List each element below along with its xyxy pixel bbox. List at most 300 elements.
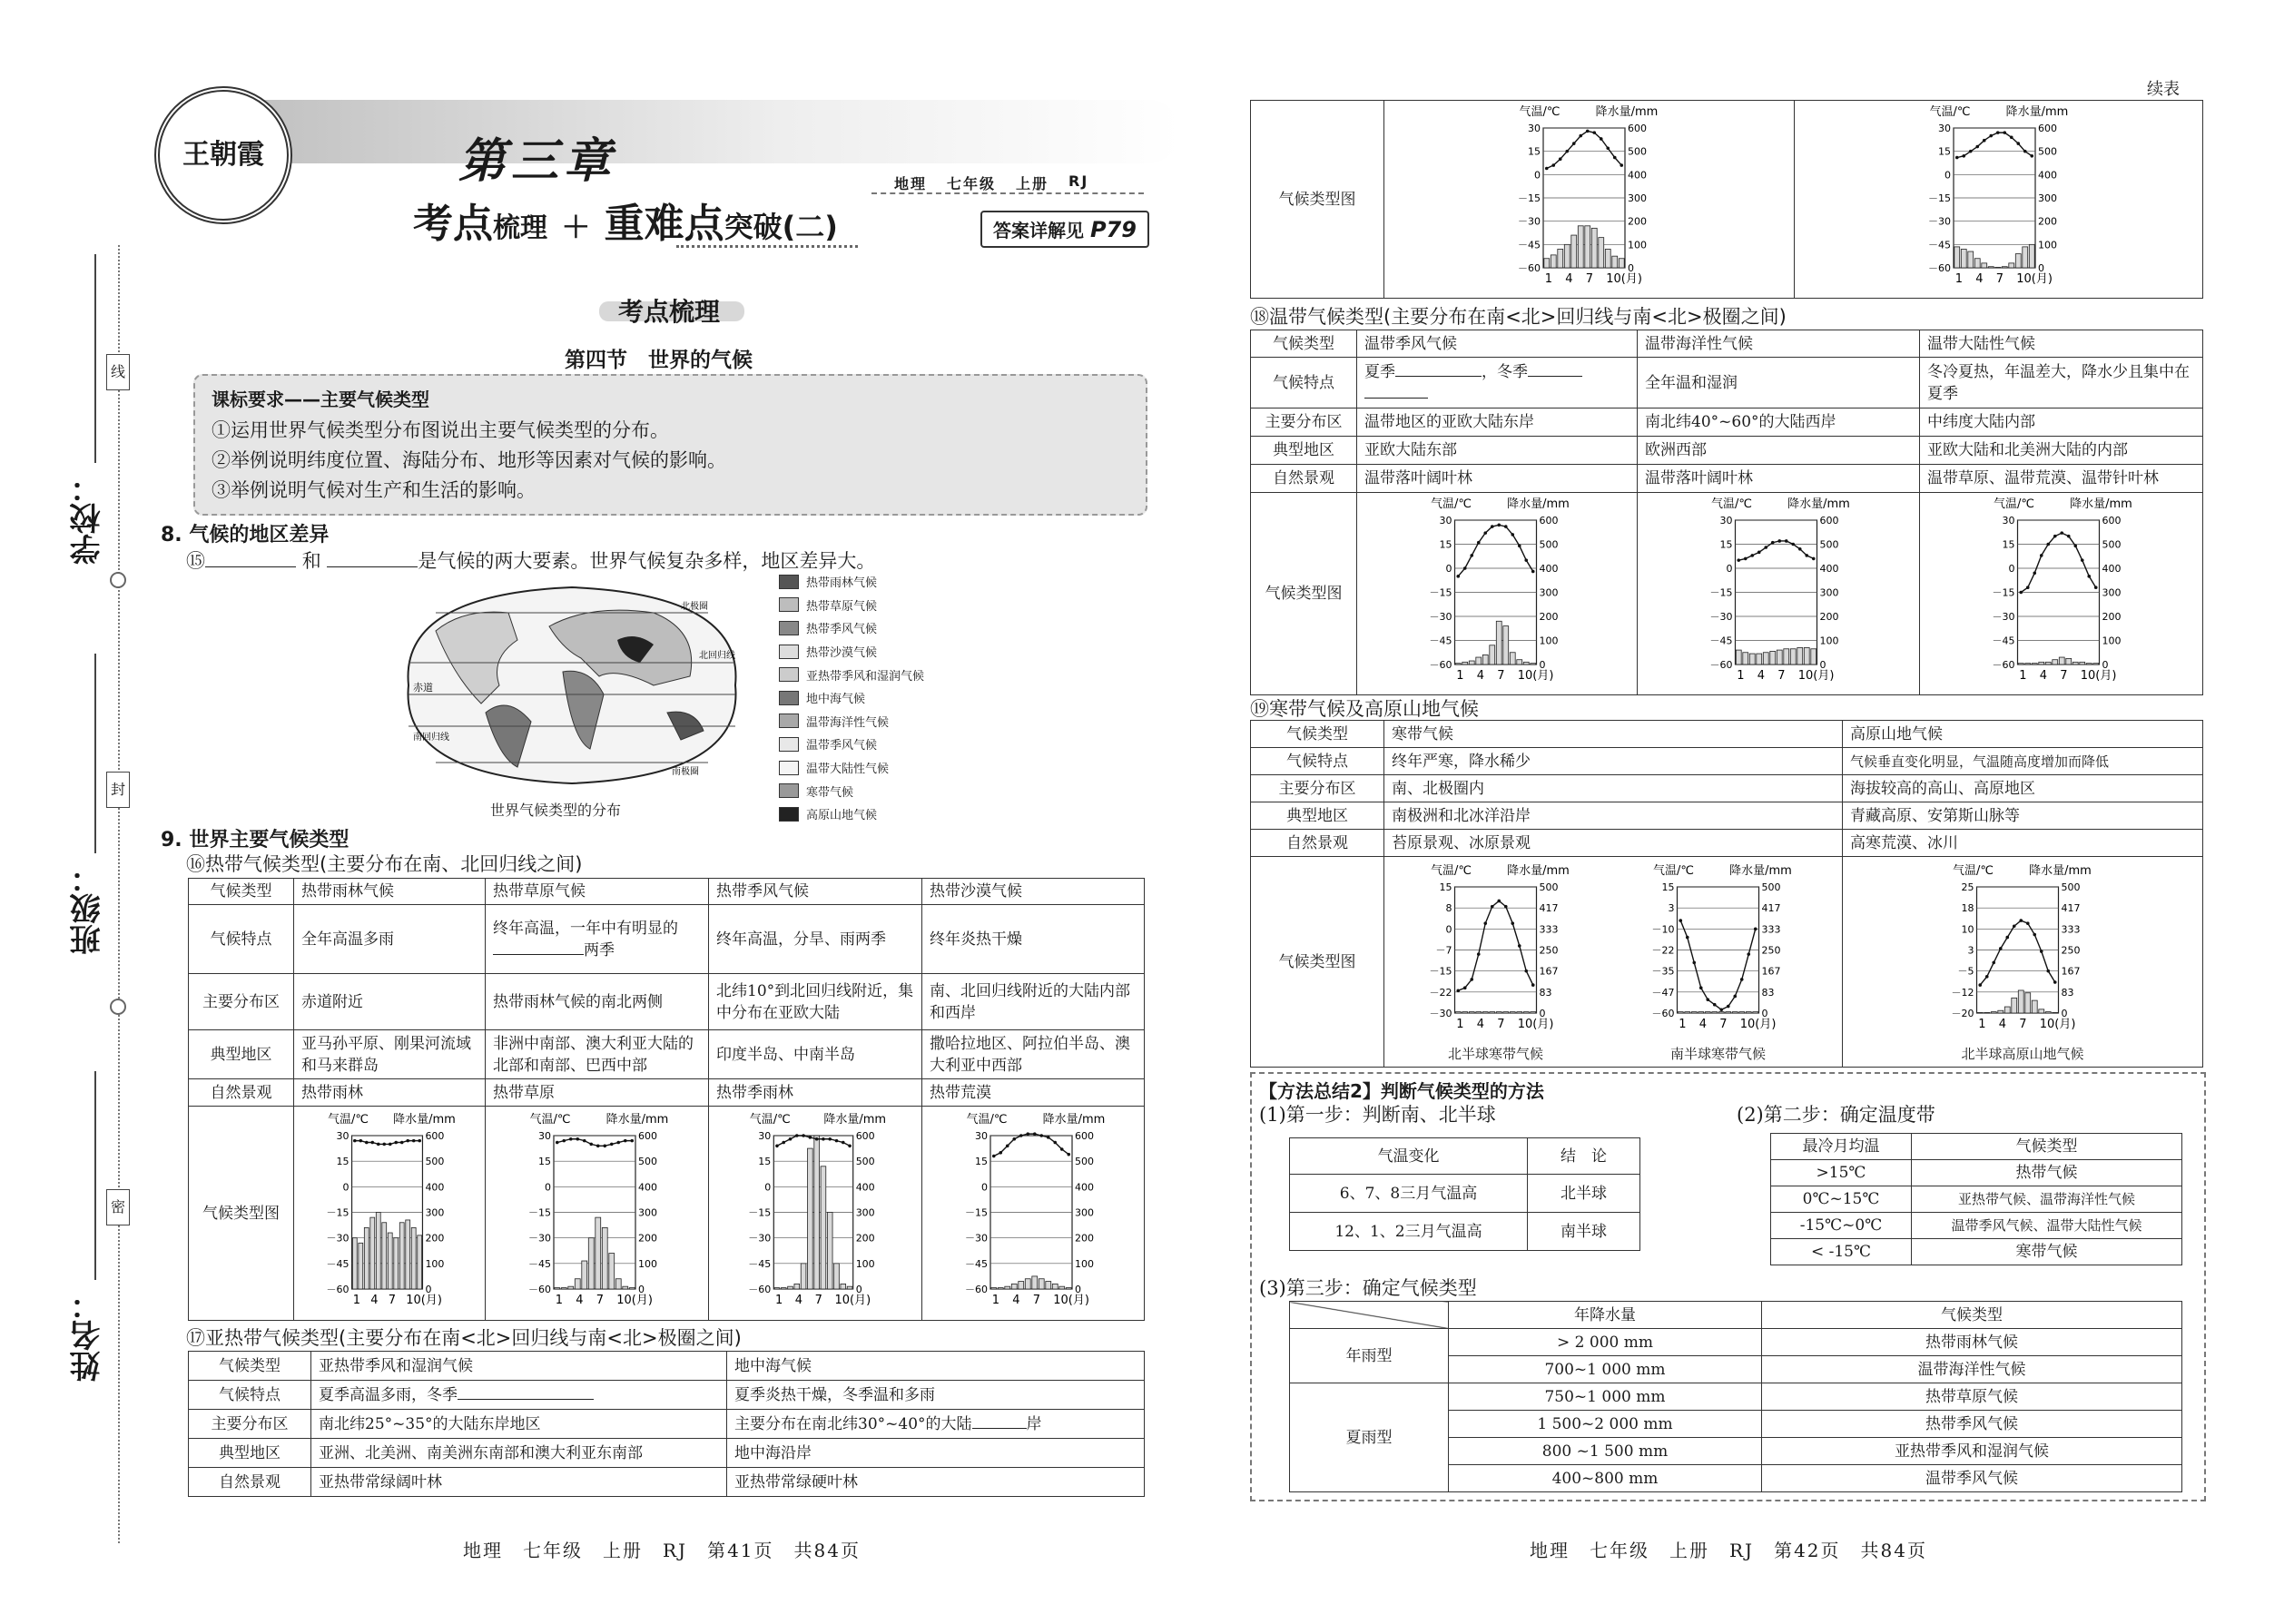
row-label: 气候类型 (189, 1352, 311, 1381)
temp-point (1969, 150, 1973, 153)
temp-point (1559, 157, 1562, 161)
precip-bar (370, 1217, 375, 1289)
table-cell: 6、7、8三月气温高 (1290, 1175, 1528, 1213)
temp-tick-label: 0 (342, 1180, 350, 1193)
temp-tick-label: －60 (965, 1283, 988, 1295)
legend-swatch (779, 761, 799, 775)
precip-bar (1476, 657, 1482, 664)
cell-typical: 撒哈拉地区、阿拉伯半岛、澳大利亚中西部 (922, 1030, 1145, 1079)
precip-bar (1469, 661, 1474, 664)
chart-caption: 北半球寒带气候 (1447, 1045, 1543, 1062)
temp-point (2019, 919, 2023, 922)
precip-tick-label: 500 (2102, 538, 2122, 551)
temp-point (2053, 980, 2057, 984)
subtropical-blank[interactable] (458, 1399, 594, 1400)
cell-typical: 南极洲和北冰洋沿岸 (1384, 802, 1843, 830)
temp-point (1706, 998, 1709, 1001)
temp-point (1511, 921, 1514, 925)
temperate-blank-1[interactable] (1395, 376, 1482, 377)
answer-reference[interactable] (980, 211, 1149, 248)
precip-tick-label: 417 (2061, 901, 2081, 914)
precip-tick-label: 0 (425, 1283, 432, 1295)
cell-landscape: 高寒荒漠、冰川 (1843, 830, 2203, 857)
precip-bar (1517, 660, 1522, 664)
chart-cell (1843, 857, 2203, 1068)
temp-tick-label: －45 (1429, 635, 1452, 647)
temp-point (603, 1144, 606, 1147)
temp-axis-title: 气温/℃ (1711, 497, 1752, 511)
precip-bar (1517, 1011, 1522, 1012)
temp-point (562, 1138, 566, 1142)
t16-title: ⑯热带气候类型(主要分布在南、北回归线之间) (186, 853, 583, 875)
month-tick-label: 1 (1544, 272, 1553, 286)
legend-swatch (779, 783, 799, 798)
temp-point (569, 1137, 573, 1140)
subtropical-climate-table (188, 1351, 1145, 1497)
temp-tick-label: －10 (1651, 922, 1675, 935)
climate-chart-continued-right (1795, 101, 2194, 291)
precip-bar (1698, 1011, 1704, 1012)
precip-bar (1712, 1011, 1718, 1012)
climate-chart-north-polar (1384, 860, 1607, 1037)
temp-point (795, 1134, 799, 1137)
temp-tick-label: 0 (1726, 563, 1733, 575)
temp-tick-label: －45 (965, 1257, 988, 1270)
temp-tick-label: －30 (965, 1232, 988, 1245)
precip-tick-label: 600 (1628, 123, 1647, 134)
standard-item: ①运用世界气候类型分布图说出主要气候类型的分布。 (212, 419, 669, 441)
cell-feature: 气候垂直变化明显，气温随高度增加而降低 (1843, 748, 2203, 775)
precip-tick-label: 0 (2061, 1007, 2068, 1019)
precip-bar (1977, 1012, 1983, 1013)
temp-point (1606, 146, 1610, 150)
precip-bar (1005, 1286, 1010, 1289)
precip-tick-label: 400 (1819, 563, 1839, 575)
temp-point (1754, 927, 1757, 930)
legend-label: 地中海气候 (806, 693, 866, 707)
temp-point (1477, 541, 1481, 545)
precip-bar (1757, 654, 1762, 664)
precip-tick-label: 400 (2038, 169, 2057, 182)
precip-bar (2059, 657, 2064, 664)
precip-bar (1496, 1011, 1501, 1012)
precip-bar (1585, 226, 1590, 268)
binding-hole (110, 572, 126, 588)
precip-bar (1770, 651, 1776, 664)
climate-chart-tropical-savanna (486, 1108, 704, 1313)
temp-tick-label: －45 (748, 1257, 772, 1270)
temp-point (1975, 145, 1979, 149)
row-label: 气候类型 (1251, 330, 1357, 358)
month-tick-label: 4 (1998, 1017, 2007, 1031)
precip-bar (1599, 238, 1604, 268)
legend-item (779, 779, 960, 802)
table-cell: 12、1、2三月气温高 (1290, 1213, 1528, 1251)
temp-point (999, 1150, 1002, 1154)
temp-tick-label: －60 (326, 1283, 350, 1295)
temp-tick-label: 0 (764, 1180, 772, 1193)
temp-tick-label: －20 (1951, 1007, 1974, 1019)
precip-bar (814, 1136, 820, 1289)
answer-ref-page: P79 (1089, 217, 1137, 242)
precip-bar (582, 1261, 587, 1289)
temp-point (1504, 904, 1508, 908)
precip-tick-label: 300 (2102, 586, 2122, 599)
temp-point (2094, 586, 2098, 589)
cell-distribution: 南北纬25°~35°的大陆东岸地区 (311, 1410, 727, 1439)
precip-bar (1961, 249, 1966, 268)
q8-blank-2[interactable] (327, 566, 418, 567)
temp-point (1470, 978, 1473, 981)
cell-distribution: 北纬10°到北回归线附近，集中分布在亚欧大陆 (709, 974, 922, 1030)
temp-point (394, 1140, 398, 1144)
temp-line (1458, 525, 1533, 576)
precip-bar (1739, 1011, 1745, 1012)
cell-feature: 全年温和湿润 (1638, 358, 1920, 408)
precip-bar (629, 1287, 635, 1288)
temperate-blank-3[interactable] (1364, 398, 1428, 399)
temp-point (1551, 163, 1555, 167)
precip-bar (609, 1253, 615, 1288)
map-label-equator: 赤道 (413, 682, 433, 694)
temp-point (1524, 969, 1528, 972)
precip-tick-label: 200 (2038, 215, 2057, 228)
hemisphere-table (1289, 1137, 1640, 1251)
precip-bar (847, 1286, 852, 1289)
precip-bar (2039, 1009, 2044, 1012)
precip-bar (394, 1237, 399, 1288)
cell-feature-with-blank (311, 1381, 727, 1410)
temp-line (1458, 901, 1533, 990)
precip-tick-label: 100 (855, 1257, 875, 1270)
month-tick-label: 10(月) (1739, 1017, 1777, 1031)
month-tick-label: 1 (774, 1293, 783, 1307)
row-label: 典型地区 (1251, 802, 1384, 830)
cell-distribution: 赤道附近 (294, 974, 486, 1030)
climate-chart-south-polar (1607, 860, 1829, 1037)
temp-point (1620, 163, 1623, 167)
temp-point (2005, 935, 2009, 939)
precip-bar (555, 1287, 560, 1288)
legend-item (779, 756, 960, 780)
table-cell: 700~1 000 mm (1449, 1356, 1762, 1383)
t19-title: ⑲寒带气候及高原山地气候 (1250, 698, 1479, 720)
precip-tick-label: 250 (2061, 944, 2081, 956)
temp-tick-label: 30 (758, 1129, 772, 1142)
cell-type: 温带季风气候 (1357, 330, 1638, 358)
q8-blank-1[interactable] (205, 566, 296, 567)
table-cell: 北半球 (1528, 1175, 1640, 1213)
precip-bar (1066, 1287, 1071, 1288)
temp-point (1012, 1137, 1016, 1140)
table-cell: 750~1 000 mm (1449, 1383, 1762, 1411)
precip-bar (1763, 653, 1768, 664)
t18-title: ⑱温带气候类型(主要分布在南<北>回归线与南<北>极圈之间) (1250, 306, 1787, 328)
school-input-line[interactable] (94, 254, 96, 463)
temperate-blank-2[interactable] (1528, 376, 1582, 377)
temp-tick-label: 15 (1938, 145, 1951, 158)
precip-bar (359, 1243, 363, 1289)
legend-item (779, 663, 960, 686)
precip-bar (2012, 998, 2017, 1013)
temp-point (1497, 524, 1501, 527)
precip-bar (1968, 251, 1974, 268)
cell-distribution: 热带雨林气候的南北两侧 (486, 974, 709, 1030)
temp-tick-label: 15 (1528, 145, 1541, 158)
precip-bar (1732, 1011, 1738, 1012)
precip-tick-label: 500 (1539, 538, 1559, 551)
q8-line (186, 546, 875, 574)
row-label: 主要分布区 (189, 1410, 311, 1439)
temp-point (802, 1134, 805, 1137)
q8-and: 和 (301, 550, 321, 572)
temp-point (1592, 131, 1596, 134)
row-label: 气候特点 (189, 1381, 311, 1410)
row-label: 自然景观 (189, 1079, 294, 1107)
temp-tick-label: －30 (528, 1232, 551, 1245)
precip-tick-label: 300 (1628, 192, 1647, 204)
book-meta (894, 172, 1088, 193)
month-tick-label: 1 (1456, 669, 1464, 683)
chart-caption: 南半球寒带气候 (1669, 1045, 1766, 1062)
map-label-arctic: 北极圈 (681, 602, 708, 612)
legend-label: 温带大陆性气候 (806, 763, 890, 777)
cell-type: 热带雨林气候 (294, 879, 486, 905)
precip-bar (615, 1278, 621, 1288)
precip-bar (561, 1287, 566, 1288)
temp-tick-label: 10 (1961, 922, 1974, 935)
chart-cell (1638, 493, 1920, 695)
feature-mid: ，冬季 (1482, 362, 1528, 381)
temp-axis-title: 气温/℃ (529, 1112, 571, 1127)
subtitle-part2: 梳理 (493, 212, 547, 244)
precip-tick-label: 83 (2061, 986, 2074, 999)
precip-bar (1784, 649, 1789, 664)
precip-bar (1025, 1278, 1030, 1288)
table-cell: 亚热带气候、温带海洋性气候 (1912, 1186, 2182, 1213)
month-tick-label: 10(月) (1517, 1017, 1554, 1031)
cell-typical: 亚马孙平原、刚果河流域和马来群岛 (294, 1030, 486, 1079)
legend-label: 高原山地气候 (806, 809, 878, 823)
precip-bar (991, 1287, 997, 1288)
continued-chart-table (1250, 100, 2203, 299)
legend-label: 亚热带季风和湿润气候 (806, 669, 925, 684)
temp-point (1463, 566, 1467, 570)
legend-item (779, 616, 960, 640)
temp-point (1047, 1136, 1050, 1139)
precip-tick-label: 200 (638, 1232, 657, 1245)
row-label: 典型地区 (1251, 437, 1357, 465)
temp-tick-label: －60 (1992, 659, 2015, 671)
precip-tick-label: 0 (1761, 1007, 1768, 1019)
precip-bar (1991, 1011, 1996, 1012)
climate-chart-tropical-monsoon (709, 1108, 918, 1313)
precip-bar (1736, 650, 1741, 664)
method-step3: (3)第三步：确定气候类型 (1259, 1277, 1477, 1299)
temp-point (2026, 586, 2030, 589)
temp-tick-label: 3 (1668, 901, 1675, 914)
legend-item (779, 733, 960, 756)
temp-tick-label: －15 (1429, 586, 1452, 599)
precip-bar (1052, 1284, 1058, 1289)
cell-typical: 印度半岛、中南半岛 (709, 1030, 922, 1079)
temp-tick-label: －15 (1429, 965, 1452, 978)
temp-point (412, 1138, 416, 1142)
month-tick-label: 7 (1777, 669, 1786, 683)
month-tick-label: 4 (1565, 272, 1573, 286)
meta-subject: 地理 (894, 175, 928, 192)
temp-point (1785, 539, 1788, 543)
precip-tick-label: 0 (855, 1283, 862, 1295)
month-tick-label: 7 (814, 1293, 822, 1307)
temp-tick-label: －30 (1928, 215, 1951, 228)
precip-tick-label: 500 (1075, 1155, 1094, 1167)
precip-bar (2072, 662, 2078, 664)
month-tick-label: 7 (1497, 669, 1505, 683)
temp-tick-label: 15 (1719, 538, 1733, 551)
legend-swatch (779, 597, 799, 612)
temp-point (1470, 554, 1473, 557)
precip-bar (1482, 1011, 1488, 1012)
precip-tick-label: 400 (425, 1180, 445, 1193)
precip-bar (411, 1227, 416, 1289)
temp-axis-title: 气温/℃ (1994, 497, 2034, 511)
temp-tick-label: 0 (545, 1180, 551, 1193)
month-tick-label: 4 (370, 1293, 379, 1307)
precip-bar (623, 1286, 628, 1289)
precip-bar (1558, 249, 1563, 268)
temp-point (353, 1138, 357, 1142)
precip-tick-label: 167 (2061, 965, 2081, 978)
precip-tick-label: 100 (2038, 239, 2057, 251)
precip-bar (1797, 647, 1803, 664)
precip-bar (1059, 1286, 1065, 1289)
precip-bar (1678, 1011, 1683, 1012)
precip-tick-label: 400 (1075, 1180, 1094, 1193)
row-label: 气候类型图 (1251, 857, 1384, 1068)
precip-tick-label: 200 (1539, 611, 1559, 623)
temp-point (1497, 899, 1501, 902)
precip-bar (376, 1212, 380, 1289)
temp-point (1033, 1132, 1037, 1136)
temp-point (2030, 154, 2033, 158)
temp-point (1699, 986, 1703, 989)
precip-axis-title: 降水量/mm (605, 1112, 669, 1127)
precip-bar (1726, 1011, 1731, 1012)
row-label: 主要分布区 (189, 974, 294, 1030)
temp-tick-label: －30 (1518, 215, 1541, 228)
cell-typical: 亚欧大陆和北美洲大陆的内部 (1920, 437, 2203, 465)
savanna-blank[interactable] (493, 954, 584, 955)
precip-axis-title: 降水量/mm (1507, 497, 1570, 511)
temp-point (610, 1142, 614, 1146)
table-cell: 400~800 mm (1449, 1465, 1762, 1492)
precip-bar (1476, 1011, 1482, 1012)
temp-point (1477, 952, 1481, 956)
temp-point (406, 1138, 409, 1142)
temp-tick-label: －60 (1651, 1007, 1675, 1019)
precip-tick-label: 0 (1539, 659, 1546, 671)
precip-bar (1469, 1011, 1474, 1012)
cell-landscape: 热带季雨林 (709, 1079, 922, 1107)
precip-bar (1019, 1281, 1024, 1288)
temp-tick-label: －60 (748, 1283, 772, 1295)
standards-title: 课标要求——主要气候类型 (212, 389, 429, 410)
temp-point (1483, 531, 1487, 535)
precip-bar (2045, 1011, 2051, 1012)
precip-bar (2004, 1007, 2010, 1013)
table-cell: 南半球 (1528, 1213, 1640, 1251)
row-label: 典型地区 (189, 1439, 311, 1468)
table-header: 结 论 (1528, 1138, 1640, 1175)
precip-tick-label: 200 (1075, 1232, 1094, 1245)
mediterranean-blank[interactable] (972, 1428, 1027, 1429)
precip-axis-title: 降水量/mm (1729, 863, 1792, 878)
precip-bar (1490, 1011, 1495, 1012)
precip-bar (2066, 658, 2072, 664)
temp-point (377, 1142, 380, 1146)
month-tick-label: 1 (1954, 272, 1964, 286)
precip-tick-label: 400 (638, 1180, 657, 1193)
legend-item (779, 640, 960, 664)
temp-point (1978, 983, 1982, 987)
precip-tick-label: 100 (425, 1257, 445, 1270)
month-tick-label: 7 (1032, 1293, 1041, 1307)
precip-bar (821, 1166, 826, 1288)
meta-volume: 上册 (1016, 175, 1049, 192)
page-footer-right: 地理 七年级 上册 RJ 第42页 共84页 (1530, 1540, 1927, 1561)
temp-tick-label: －30 (1709, 611, 1733, 623)
precip-bar (1974, 259, 1980, 268)
temp-point (2046, 969, 2050, 972)
precip-bar (1982, 263, 1987, 268)
temp-tick-label: －45 (1928, 239, 1951, 251)
precip-bar (1705, 1011, 1710, 1012)
temp-line (2021, 533, 2096, 592)
precip-tick-label: 500 (2061, 881, 2081, 893)
precip-bar (1954, 247, 1960, 268)
row-label: 气候类型 (189, 879, 294, 905)
chart-cell (709, 1107, 922, 1321)
cell-typical: 亚欧大陆东部 (1357, 437, 1638, 465)
subtitle-part3: 重难点 (604, 201, 724, 247)
class-input-line[interactable] (94, 654, 96, 853)
precip-tick-label: 300 (1539, 586, 1559, 599)
name-input-line[interactable] (94, 1071, 96, 1280)
precip-tick-label: 600 (2102, 515, 2122, 527)
chart-cell (1357, 493, 1638, 695)
chart-cell (486, 1107, 709, 1321)
temp-line (777, 1136, 850, 1146)
distribution-text: 主要分布在南北纬30°~40°的大陆 (734, 1414, 972, 1433)
precip-tick-label: 167 (1539, 965, 1559, 978)
precip-bar (1811, 649, 1816, 664)
precip-tick-label: 0 (1075, 1283, 1081, 1295)
meta-dash-line (871, 192, 1144, 194)
temp-tick-label: 30 (1938, 123, 1951, 134)
precip-bar (788, 1286, 793, 1289)
precip-tick-label: 250 (1539, 944, 1559, 956)
month-tick-label: 10(月) (1053, 1293, 1089, 1307)
legend-label: 热带沙漠气候 (806, 646, 878, 661)
row-label: 气候类型图 (1251, 493, 1357, 695)
map-label-north-tropic: 北回归线 (699, 651, 735, 661)
temp-point (1989, 134, 1993, 138)
precip-axis-title: 降水量/mm (393, 1112, 456, 1127)
temp-point (1039, 1134, 1043, 1137)
map-label-antarctic: 南极圈 (672, 767, 699, 777)
precip-tick-label: 333 (1761, 922, 1781, 935)
